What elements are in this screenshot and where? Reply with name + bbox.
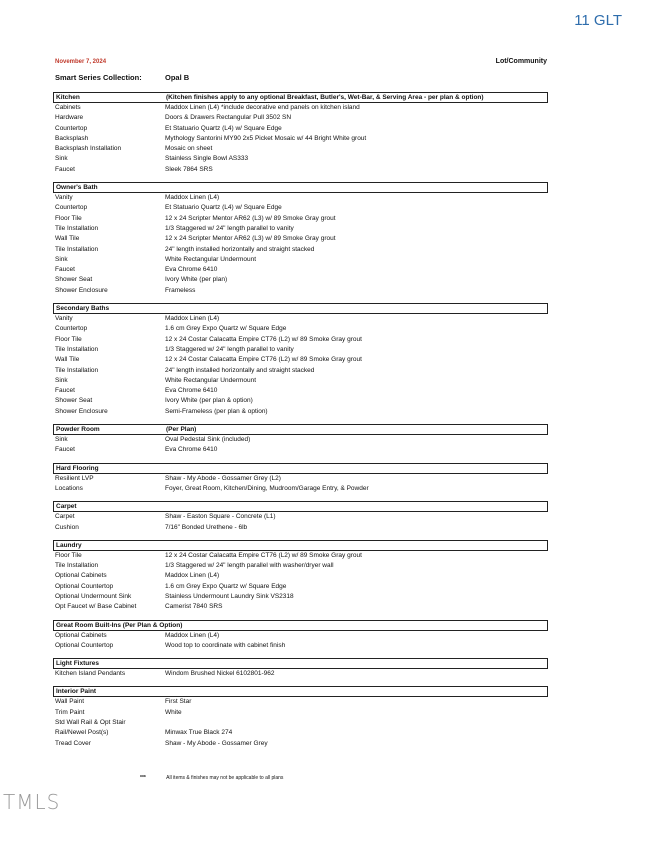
spec-value: Maddox Linen (L4) *include decorative end panels on kitchen island — [165, 104, 360, 111]
spec-label: Cabinets — [55, 104, 81, 111]
spec-row — [53, 193, 548, 203]
spec-row — [53, 718, 548, 728]
spec-value: Shaw - My Abode - Gossamer Grey — [165, 739, 268, 747]
spec-row — [53, 366, 548, 376]
section-header — [53, 620, 548, 631]
spec-row — [53, 708, 548, 718]
spec-row — [53, 435, 548, 445]
spec-value: Frameless — [165, 286, 196, 294]
spec-value: Stainless Undermount Laundry Sink VS2318 — [165, 592, 294, 600]
spec-row — [53, 144, 548, 154]
spec-label: Tile Installation — [55, 245, 99, 253]
spec-row — [53, 234, 548, 244]
plan-name: Opal B — [165, 73, 190, 82]
section-title: Secondary Baths — [56, 305, 110, 313]
spec-value: Mosaic on sheet — [165, 145, 213, 153]
spec-row — [53, 245, 548, 255]
spec-value: Doors & Drawers Rectangular Pull 3502 SN — [165, 114, 292, 122]
spec-value: Oval Pedestal Sink (included) — [165, 436, 251, 444]
spec-row — [53, 345, 548, 355]
spec-row — [53, 484, 548, 494]
section-title: Powder Room — [56, 426, 100, 434]
spec-value: Eva Chrome 6410 — [165, 266, 218, 274]
spec-label: Hardware — [55, 114, 84, 122]
spec-label: Vanity — [55, 194, 73, 202]
section-header — [53, 303, 548, 314]
section-title: Kitchen — [56, 94, 80, 101]
spec-label: Tread Cover — [55, 739, 91, 747]
section — [53, 686, 548, 748]
spec-row — [53, 165, 548, 175]
section-title: Owner's Bath — [56, 184, 98, 192]
spec-value: 24" length installed horizontally and straight stacked — [165, 366, 315, 374]
spec-row — [53, 324, 548, 334]
spec-value: Maddox Linen (L4) — [165, 572, 220, 580]
spec-row — [53, 314, 548, 324]
spec-row — [53, 523, 548, 533]
spec-label: Shower Seat — [55, 397, 93, 405]
spec-label: Faucet — [55, 266, 75, 274]
spec-label: Floor Tile — [55, 551, 82, 559]
spec-row — [53, 154, 548, 164]
spec-value: Wood top to coordinate with cabinet finish — [165, 641, 286, 649]
spec-label: Floor Tile — [55, 214, 82, 222]
section-header — [53, 92, 548, 103]
lot-community-label: Lot/Community — [495, 58, 547, 65]
section-title: Light Fixtures — [56, 660, 99, 668]
spec-value: 12 x 24 Costar Calacatta Empire CT76 (L2) w/ 89 Smoke Gray grout — [165, 551, 362, 559]
spec-value: 7/16" Bonded Urethene - 6lb — [165, 523, 248, 531]
spec-value: Mythology Santorini MY90 2x5 Picket Mosaic w/ 44 Bright White grout — [165, 134, 367, 142]
spec-value: Sleek 7864 SRS — [165, 165, 213, 173]
spec-row — [53, 561, 548, 571]
spec-row — [53, 739, 548, 749]
spec-label: Tile Installation — [55, 345, 99, 353]
spec-row — [53, 224, 548, 234]
spec-label: Backsplash — [55, 134, 89, 142]
spec-label: Shower Seat — [55, 276, 93, 284]
spec-label: Wall Tile — [55, 235, 80, 243]
section-header — [53, 182, 548, 193]
spec-label: Optional Cabinets — [55, 572, 107, 580]
section-title: Hard Flooring — [56, 464, 99, 472]
document-date: November 7, 2024 — [55, 59, 107, 65]
spec-label: Floor Tile — [55, 335, 82, 343]
spec-row — [53, 641, 548, 651]
spec-row — [53, 265, 548, 275]
spec-row — [53, 113, 548, 123]
spec-label: Tile Installation — [55, 366, 99, 374]
section — [53, 620, 548, 652]
section-header — [53, 501, 548, 512]
section — [53, 658, 548, 679]
spec-label: Shower Enclosure — [55, 286, 108, 294]
spec-row — [53, 214, 548, 224]
spec-value: Windom Brushed Nickel 6102801-962 — [165, 670, 275, 678]
spec-value: 1.6 cm Grey Expo Quartz w/ Square Edge — [165, 325, 287, 333]
spec-value: Camerist 7840 SRS — [165, 603, 223, 611]
spec-label: Vanity — [55, 315, 73, 323]
spec-row — [53, 335, 548, 345]
spec-row — [53, 286, 548, 296]
spec-row — [53, 203, 548, 213]
spec-value: 1/3 Staggered w/ 24" length parallel to vanity — [165, 224, 294, 232]
section-title: Great Room Built-Ins (Per Plan & Option) — [56, 621, 183, 629]
spec-value: Ivory White (per plan & option) — [165, 397, 253, 405]
spec-label: Tile Installation — [55, 224, 99, 232]
spec-value: Maddox Linen (L4) — [165, 631, 220, 639]
spec-row — [53, 551, 548, 561]
footnote-marker: *** — [140, 775, 146, 781]
section-title: Carpet — [56, 503, 77, 511]
spec-row — [53, 134, 548, 144]
spec-value: First Star — [165, 698, 192, 706]
spec-label: Trim Paint — [55, 708, 85, 716]
section — [53, 303, 548, 417]
spec-value: Foyer, Great Room, Kitchen/Dining, Mudroom/Garage Entry, & Powder — [165, 484, 369, 492]
spec-value: Shaw - My Abode - Gossamer Grey (L2) — [165, 474, 281, 482]
spec-value: 12 x 24 Scripter Mentor AR62 (L3) w/ 89 Smoke Gray grout — [165, 235, 336, 243]
spec-label: Sink — [55, 376, 68, 384]
spec-row — [53, 631, 548, 641]
section — [53, 424, 548, 456]
section — [53, 463, 548, 495]
spec-row — [53, 103, 548, 113]
lot-code: 11 GLT — [574, 12, 622, 29]
spec-value: White — [165, 708, 182, 716]
footnote — [140, 775, 283, 781]
spec-value: Eva Chrome 6410 — [165, 446, 218, 454]
spec-value: Maddox Linen (L4) — [165, 315, 220, 323]
spec-row — [53, 697, 548, 707]
spec-label: Faucet — [55, 165, 75, 173]
spec-label: Cushion — [55, 523, 79, 531]
spec-label: Faucet — [55, 446, 75, 454]
spec-value: 1/3 Staggered w/ 24" length parallel with washer/dryer wall — [165, 562, 334, 570]
footnote-text: All items & finishes may not be applicable to all plans — [166, 775, 284, 781]
spec-label: Wall Paint — [55, 698, 85, 706]
spec-value: Eva Chrome 6410 — [165, 387, 218, 395]
spec-row — [53, 571, 548, 581]
spec-label: Optional Cabinets — [55, 631, 107, 639]
section-header — [53, 463, 548, 474]
spec-row — [53, 407, 548, 417]
spec-label: Optional Countertop — [55, 641, 114, 649]
spec-row — [53, 728, 548, 738]
spec-label: Countertop — [55, 124, 88, 132]
spec-row — [53, 124, 548, 134]
finish-sections — [53, 92, 548, 756]
spec-value: White Rectangular Undermount — [165, 255, 257, 263]
collection-label: Smart Series Collection: — [55, 73, 142, 82]
spec-row — [53, 376, 548, 386]
spec-label: Wall Tile — [55, 356, 80, 364]
spec-label: Optional Countertop — [55, 582, 114, 590]
mls-watermark-logo: TMLS — [3, 790, 61, 814]
spec-label: Sink — [55, 155, 68, 163]
section-title: Interior Paint — [56, 688, 97, 696]
spec-label: Sink — [55, 255, 68, 263]
section-note: (Per Plan) — [166, 426, 197, 434]
spec-row — [53, 592, 548, 602]
spec-value: 1/3 Staggered w/ 24" length parallel to vanity — [165, 345, 294, 353]
spec-value: 12 x 24 Costar Calacatta Empire CT76 (L2) w/ 89 Smoke Gray grout — [165, 335, 362, 343]
section-header — [53, 424, 548, 435]
spec-label: Carpet — [55, 513, 75, 521]
spec-value: 12 x 24 Scripter Mentor AR62 (L3) w/ 89 Smoke Gray grout — [165, 214, 336, 222]
spec-label: Opt Faucet w/ Base Cabinet — [55, 603, 137, 611]
section — [53, 501, 548, 533]
section-header — [53, 540, 548, 551]
spec-row — [53, 474, 548, 484]
spec-label: Faucet — [55, 387, 75, 395]
spec-value: Minwax True Black 274 — [165, 729, 233, 737]
section-header — [53, 658, 548, 669]
spec-row — [53, 582, 548, 592]
spec-row — [53, 275, 548, 285]
spec-value: 1.6 cm Grey Expo Quartz w/ Square Edge — [165, 582, 287, 590]
spec-value: 24" length installed horizontally and straight stacked — [165, 245, 315, 253]
spec-label: Countertop — [55, 204, 88, 212]
spec-row — [53, 669, 548, 679]
section-header — [53, 686, 548, 697]
section — [53, 540, 548, 613]
spec-row — [53, 602, 548, 612]
spec-label: Std Wall Rail & Opt Stair — [55, 719, 126, 727]
spec-value: Shaw - Easton Square - Concrete (L1) — [165, 513, 276, 521]
section — [53, 182, 548, 296]
spec-row — [53, 386, 548, 396]
section — [53, 92, 548, 175]
spec-label: Backsplash Installation — [55, 145, 122, 153]
section-note: (Kitchen finishes apply to any optional Breakfast, Butler's, Wet-Bar, & Serving Area - per plan & option) — [166, 94, 484, 101]
spec-label: Shower Enclosure — [55, 407, 108, 415]
spec-label: Kitchen Island Pendants — [55, 670, 126, 678]
spec-label: Locations — [55, 484, 83, 492]
spec-value: Et Statuario Quartz (L4) w/ Square Edge — [165, 204, 282, 212]
spec-label: Resilient LVP — [55, 474, 94, 482]
section-title: Laundry — [56, 541, 82, 549]
spec-label: Sink — [55, 436, 68, 444]
spec-label: Tile Installation — [55, 562, 99, 570]
spec-value: White Rectangular Undermount — [165, 376, 257, 384]
spec-label: Countertop — [55, 325, 88, 333]
spec-label: Optional Undermount Sink — [55, 592, 132, 600]
spec-value: Ivory White (per plan) — [165, 276, 228, 284]
spec-value: 12 x 24 Costar Calacatta Empire CT76 (L2) w/ 89 Smoke Gray grout — [165, 356, 362, 364]
spec-value: Maddox Linen (L4) — [165, 194, 220, 202]
spec-value: Stainless Single Bowl AS333 — [165, 155, 249, 163]
spec-row — [53, 255, 548, 265]
spec-label: Rail/Newel Post(s) — [55, 729, 109, 737]
spec-row — [53, 445, 548, 455]
spec-row — [53, 396, 548, 406]
spec-row — [53, 512, 548, 522]
spec-value: Semi-Frameless (per plan & option) — [165, 407, 268, 415]
spec-row — [53, 355, 548, 365]
spec-value: Et Statuario Quartz (L4) w/ Square Edge — [165, 124, 282, 132]
